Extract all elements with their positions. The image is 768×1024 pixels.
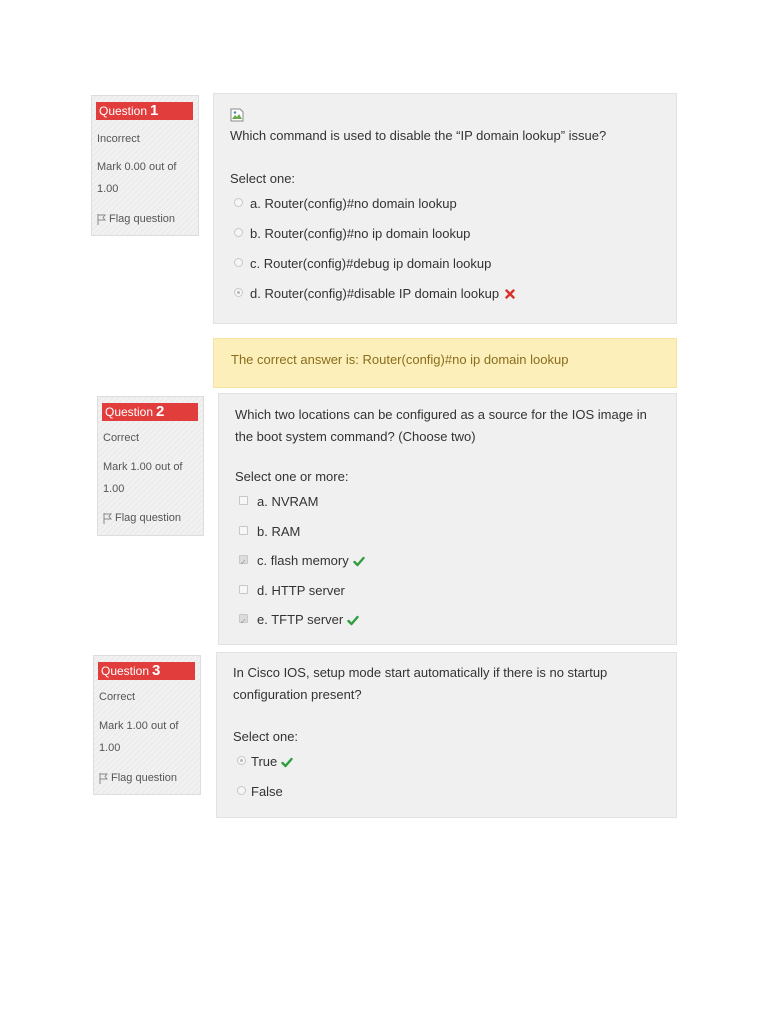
answer-prompt: Select one: [233, 729, 299, 744]
checkbox[interactable] [239, 496, 248, 505]
flag-question-label: Flag question [115, 512, 182, 524]
question-label: Question [105, 405, 154, 419]
check-icon [347, 615, 359, 626]
question-number-badge [102, 403, 198, 421]
question-number-badge [98, 662, 195, 680]
answer-option-b[interactable] [234, 223, 470, 245]
question-state: Incorrect [97, 133, 140, 145]
radio-button[interactable] [234, 258, 243, 267]
answer-option-text: d. Router(config)#disable IP domain lookup [250, 286, 500, 301]
question-text: Which two locations can be configured as a source for the IOS image in the boot system command? (Choose two) [235, 407, 647, 444]
correct-answer-text: The correct answer is: Router(config)#no ip domain lookup [231, 352, 569, 367]
question-info-3 [93, 655, 201, 795]
answer-option-a[interactable] [234, 193, 457, 215]
answer-option-text: d. HTTP server [257, 583, 345, 598]
question-state: Correct [99, 691, 136, 703]
answer-option-text: c. flash memory [257, 553, 349, 568]
flag-question-link[interactable] [97, 208, 194, 230]
checkbox-checked[interactable] [239, 614, 248, 623]
question-number: 2 [156, 403, 165, 420]
answer-option-text: a. Router(config)#no domain lookup [250, 196, 457, 211]
answer-option-text: e. TFTP server [257, 612, 344, 627]
question-number-badge [96, 102, 193, 120]
answer-option-c[interactable] [239, 550, 365, 572]
question-content-2 [218, 393, 677, 645]
question-grade: Mark 0.00 out of 1.00 [97, 161, 177, 195]
answer-option-text: b. RAM [257, 524, 301, 539]
answer-prompt: Select one: [230, 171, 296, 186]
answer-option-text: a. NVRAM [257, 494, 319, 509]
check-icon [281, 757, 293, 768]
flag-icon [99, 772, 109, 784]
checkbox-checked[interactable] [239, 555, 248, 564]
answer-option-text: True [251, 754, 278, 769]
question-text: In Cisco IOS, setup mode start automatically if there is no startup configuration present? [233, 665, 608, 702]
question-info-1 [91, 95, 199, 236]
checkbox[interactable] [239, 526, 248, 535]
checkbox[interactable] [239, 585, 248, 594]
answer-option-b[interactable] [239, 521, 300, 543]
question-label: Question [101, 664, 150, 678]
flag-question-link[interactable] [99, 767, 196, 789]
answer-option-text: b. Router(config)#no ip domain lookup [250, 226, 471, 241]
question-grade: Mark 1.00 out of 1.00 [99, 720, 179, 754]
question-content-1 [213, 93, 677, 324]
radio-button[interactable] [237, 786, 246, 795]
question-label: Question [99, 104, 148, 118]
answer-option-c[interactable] [234, 253, 491, 275]
answer-option-false[interactable] [237, 781, 283, 803]
question-content-3 [216, 652, 677, 818]
feedback-box [213, 338, 677, 388]
answer-option-a[interactable] [239, 491, 318, 513]
answer-option-text: False [251, 784, 283, 799]
answer-prompt: Select one or more: [235, 469, 349, 484]
broken-image-icon [230, 108, 244, 122]
answer-option-text: c. Router(config)#debug ip domain lookup [250, 256, 492, 271]
radio-button[interactable] [234, 198, 243, 207]
cross-icon [505, 289, 515, 299]
flag-question-label: Flag question [111, 772, 178, 784]
question-number: 3 [152, 662, 161, 679]
question-state: Correct [103, 432, 140, 444]
answer-option-true[interactable] [237, 751, 293, 773]
radio-button[interactable] [234, 228, 243, 237]
check-icon [353, 556, 365, 567]
radio-button-selected[interactable] [234, 288, 243, 297]
flag-icon [103, 512, 113, 524]
answer-option-d[interactable] [239, 580, 345, 602]
flag-icon [97, 213, 107, 225]
flag-question-link[interactable] [103, 507, 199, 529]
answer-option-e[interactable] [239, 609, 359, 631]
radio-button-selected[interactable] [237, 756, 246, 765]
question-text: Which command is used to disable the “IP domain lookup” issue? [230, 128, 607, 143]
question-info-2 [97, 396, 204, 536]
flag-question-label: Flag question [109, 213, 176, 225]
question-grade: Mark 1.00 out of 1.00 [103, 461, 183, 495]
question-number: 1 [150, 102, 159, 119]
answer-option-d[interactable] [234, 283, 515, 305]
